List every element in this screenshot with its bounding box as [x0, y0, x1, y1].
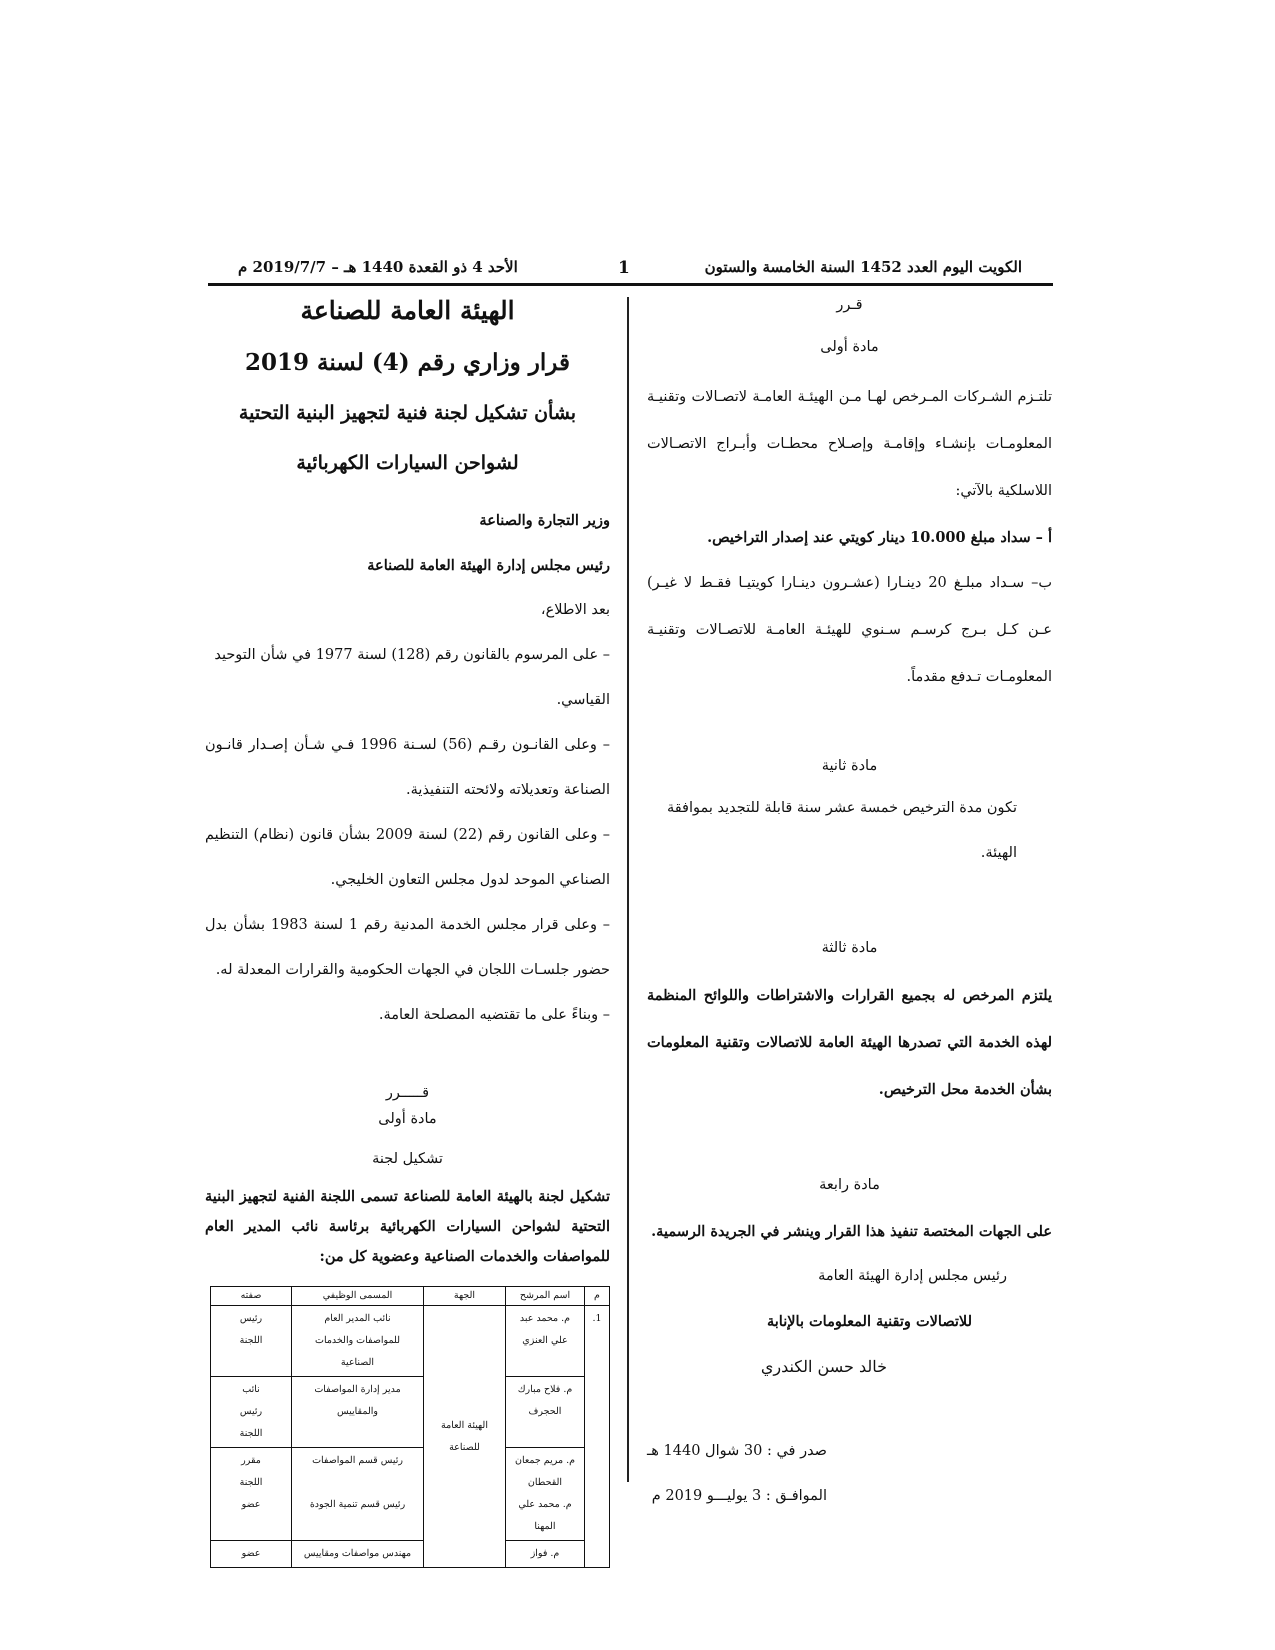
- name-cell: [506, 1448, 585, 1541]
- role: نائب: [242, 1384, 260, 1395]
- col-header-name: اسم المرشح: [506, 1287, 585, 1306]
- decree-subject-line-1: بشأن تشكيل لجنة فنية لتجهيز البنية التحتية: [238, 402, 577, 424]
- col-header-title: المسمى الوظيفي: [292, 1287, 424, 1306]
- table-header-row: [211, 1287, 610, 1306]
- name-cell: [506, 1306, 585, 1377]
- column-divider: [627, 297, 629, 1482]
- job-title: رئيس قسم تنمية الجودة: [309, 1499, 406, 1510]
- candidate-name: م. فلاح مبارك: [517, 1384, 573, 1395]
- header-publication: الكويت اليوم العدد 1452 السنة الخامسة والستون: [704, 258, 1022, 276]
- job-title: مهندس مواصفات ومقاييس: [303, 1548, 412, 1559]
- table-row: [211, 1377, 610, 1448]
- job-title: نائب المدير العام: [324, 1313, 391, 1324]
- signatory-title-2: للاتصالات وتقنية المعلومات بالإنابة: [767, 1313, 972, 1330]
- committee-table: [210, 1286, 610, 1568]
- candidate-name: م. مريم جمعان: [514, 1455, 576, 1466]
- chairman-line: رئيس مجلس إدارة الهيئة العامة للصناعة: [367, 557, 610, 574]
- header-date: الأحد 4 ذو القعدة 1440 هـ – 2019/7/7 م: [238, 258, 518, 276]
- job-title-cell: [292, 1377, 424, 1448]
- role: اللجنة: [239, 1335, 263, 1346]
- article1-body: تلتـزم الشـركات المـرخص لهـا مـن الهيئـة العامـة لاتصـالات وتقنيـة المعلومـات بإنشـاء وإقامـة وإصـلاح محطـات وأبـراج الاتصـالات اللاسلكية بالآتي:: [647, 389, 1052, 499]
- after-review: بعد الاطلاع،: [540, 602, 610, 618]
- table-row: [211, 1541, 610, 1568]
- role: اللجنة: [239, 1428, 263, 1439]
- decree-title: قرار وزاري رقم (4) لسنة 2019: [245, 349, 570, 376]
- candidate-name: م. فواز: [530, 1548, 560, 1559]
- role: اللجنة: [239, 1477, 263, 1488]
- article4-body: على الجهات المختصة تنفيذ هذا القرار وينشر في الجريدة الرسمية.: [651, 1223, 1052, 1240]
- job-title-cell: [292, 1448, 424, 1541]
- role-cell: [211, 1306, 292, 1377]
- right-column: [647, 297, 1052, 1519]
- candidate-name: الحجرف: [528, 1406, 562, 1417]
- col-header-role: صفته: [211, 1287, 292, 1306]
- signatory-title-1: رئيس مجلس إدارة الهيئة العامة: [818, 1268, 1007, 1284]
- article4-title: مادة رابعة: [819, 1177, 880, 1193]
- article3-title: مادة ثالثة: [821, 940, 878, 956]
- minister-line: وزير التجارة والصناعة: [479, 512, 610, 529]
- role: رئيس: [239, 1406, 263, 1417]
- formation-title: تشكيل لجنة: [372, 1151, 443, 1167]
- job-title: للمواصفات والخدمات: [315, 1335, 400, 1346]
- table-row: [211, 1448, 610, 1541]
- candidate-name: القحطان: [527, 1477, 563, 1488]
- job-title-cell: [292, 1541, 424, 1568]
- candidate-name: م. محمد علي: [518, 1499, 572, 1510]
- job-title: رئيس قسم المواصفات: [312, 1455, 403, 1466]
- article1-title: مادة أولى: [820, 339, 879, 355]
- article2-title: مادة ثانية: [821, 758, 878, 774]
- formation-body: تشكيل لجنة بالهيئة العامة للصناعة تسمى اللجنة الفنية لتجهيز البنية التحتية لشواحن السيارات الكهربائية برئاسة نائب المدير العام للمواصفات والخدمات الصناعية وعضوية كل من:: [205, 1188, 610, 1265]
- col-header-number: م: [585, 1287, 610, 1306]
- job-title: والمقاييس: [337, 1406, 378, 1417]
- left-column: [205, 296, 610, 1568]
- job-title-cell: [292, 1306, 424, 1377]
- col-header-entity: الجهة: [424, 1287, 506, 1306]
- clause-1: – على المرسوم بالقانون رقم (128) لسنة 1977 في شأن التوحيد القياسي.: [214, 647, 610, 708]
- authority-title: الهيئة العامة للصناعة: [300, 296, 515, 325]
- name-cell: [506, 1541, 585, 1568]
- header-rule: [208, 283, 1053, 286]
- table-body: [211, 1306, 610, 1568]
- role: عضو: [241, 1548, 261, 1559]
- role: مقرر: [241, 1455, 261, 1466]
- signatory-name: خالد حسن الكندري: [760, 1357, 887, 1376]
- row-number-cell: 1.: [585, 1306, 610, 1568]
- decree-subject-line-2: لشواحن السيارات الكهربائية: [296, 452, 519, 474]
- job-title: مدير إدارة المواصفات: [314, 1384, 401, 1395]
- role: عضو: [241, 1499, 261, 1510]
- clause-3: – وعلى القانون رقم (22) لسنة 2009 بشأن قانون (نظام) التنظيم الصناعي الموحد لدول مجلس التعاون الخليجي.: [205, 827, 610, 888]
- role-cell: [211, 1377, 292, 1448]
- clause-2: – وعلى القانـون رقـم (56) لسـنة 1996 فـي شـأن إصـدار قانـون الصناعة وتعديلاته ولائحته التنفيذية.: [205, 737, 610, 798]
- entity-cell: الهيئة العامة للصناعة: [424, 1306, 506, 1568]
- clause-4: – وعلى قرار مجلس الخدمة المدنية رقم 1 لسنة 1983 بشأن بدل حضور جلسـات اللجان في الجهات الحكومية والقرارات المعدلة له.: [205, 917, 610, 978]
- article1-item-b: ب– سـداد مبلـغ 20 دينـارا (عشـرون دينـارا كويتيـا فقـط لا غيـر) عـن كـل بـرج كرسـم سـنوي للهيئـة العامـة للاتصـالات وتقنيـة المعلومـات تـدفع مقدماً.: [647, 575, 1052, 685]
- role-cell: [211, 1541, 292, 1568]
- decision-heading: قـرر: [836, 297, 863, 313]
- issued-gregorian: الموافـق : 3 يوليـــو 2019 م: [651, 1488, 827, 1504]
- clause-5: – وبناءً على ما تقتضيه المصلحة العامة.: [378, 1007, 610, 1023]
- candidate-name: المهنا: [534, 1521, 556, 1532]
- job-title: الصناعية: [340, 1357, 375, 1368]
- article3-body: يلتزم المرخص له بجميع القرارات والاشتراطات واللوائح المنظمة لهذه الخدمة التي تصدرها الهيئة العامة للاتصالات وتقنية المعلومات بشأن الخدمة محل الترخيص.: [647, 987, 1052, 1098]
- table-row: [211, 1306, 610, 1377]
- issued-hijri: صدر في : 30 شوال 1440 هـ: [647, 1443, 827, 1459]
- left-article1-title: مادة أولى: [378, 1111, 437, 1127]
- article2-body: تكون مدة الترخيص خمسة عشر سنة قابلة للتجديد بموافقة الهيئة.: [666, 800, 1017, 861]
- name-cell: [506, 1377, 585, 1448]
- role: رئيس: [239, 1313, 263, 1324]
- decided-heading: قـــــرر: [385, 1085, 430, 1101]
- candidate-name: علي العنزي: [522, 1335, 568, 1346]
- page-number: 1: [618, 258, 630, 278]
- job-title: [295, 1472, 420, 1494]
- candidate-name: م. محمد عبد: [519, 1313, 571, 1324]
- role-cell: [211, 1448, 292, 1541]
- article1-item-a: أ – سداد مبلغ 10.000 دينار كويتي عند إصدار التراخيص.: [707, 529, 1052, 546]
